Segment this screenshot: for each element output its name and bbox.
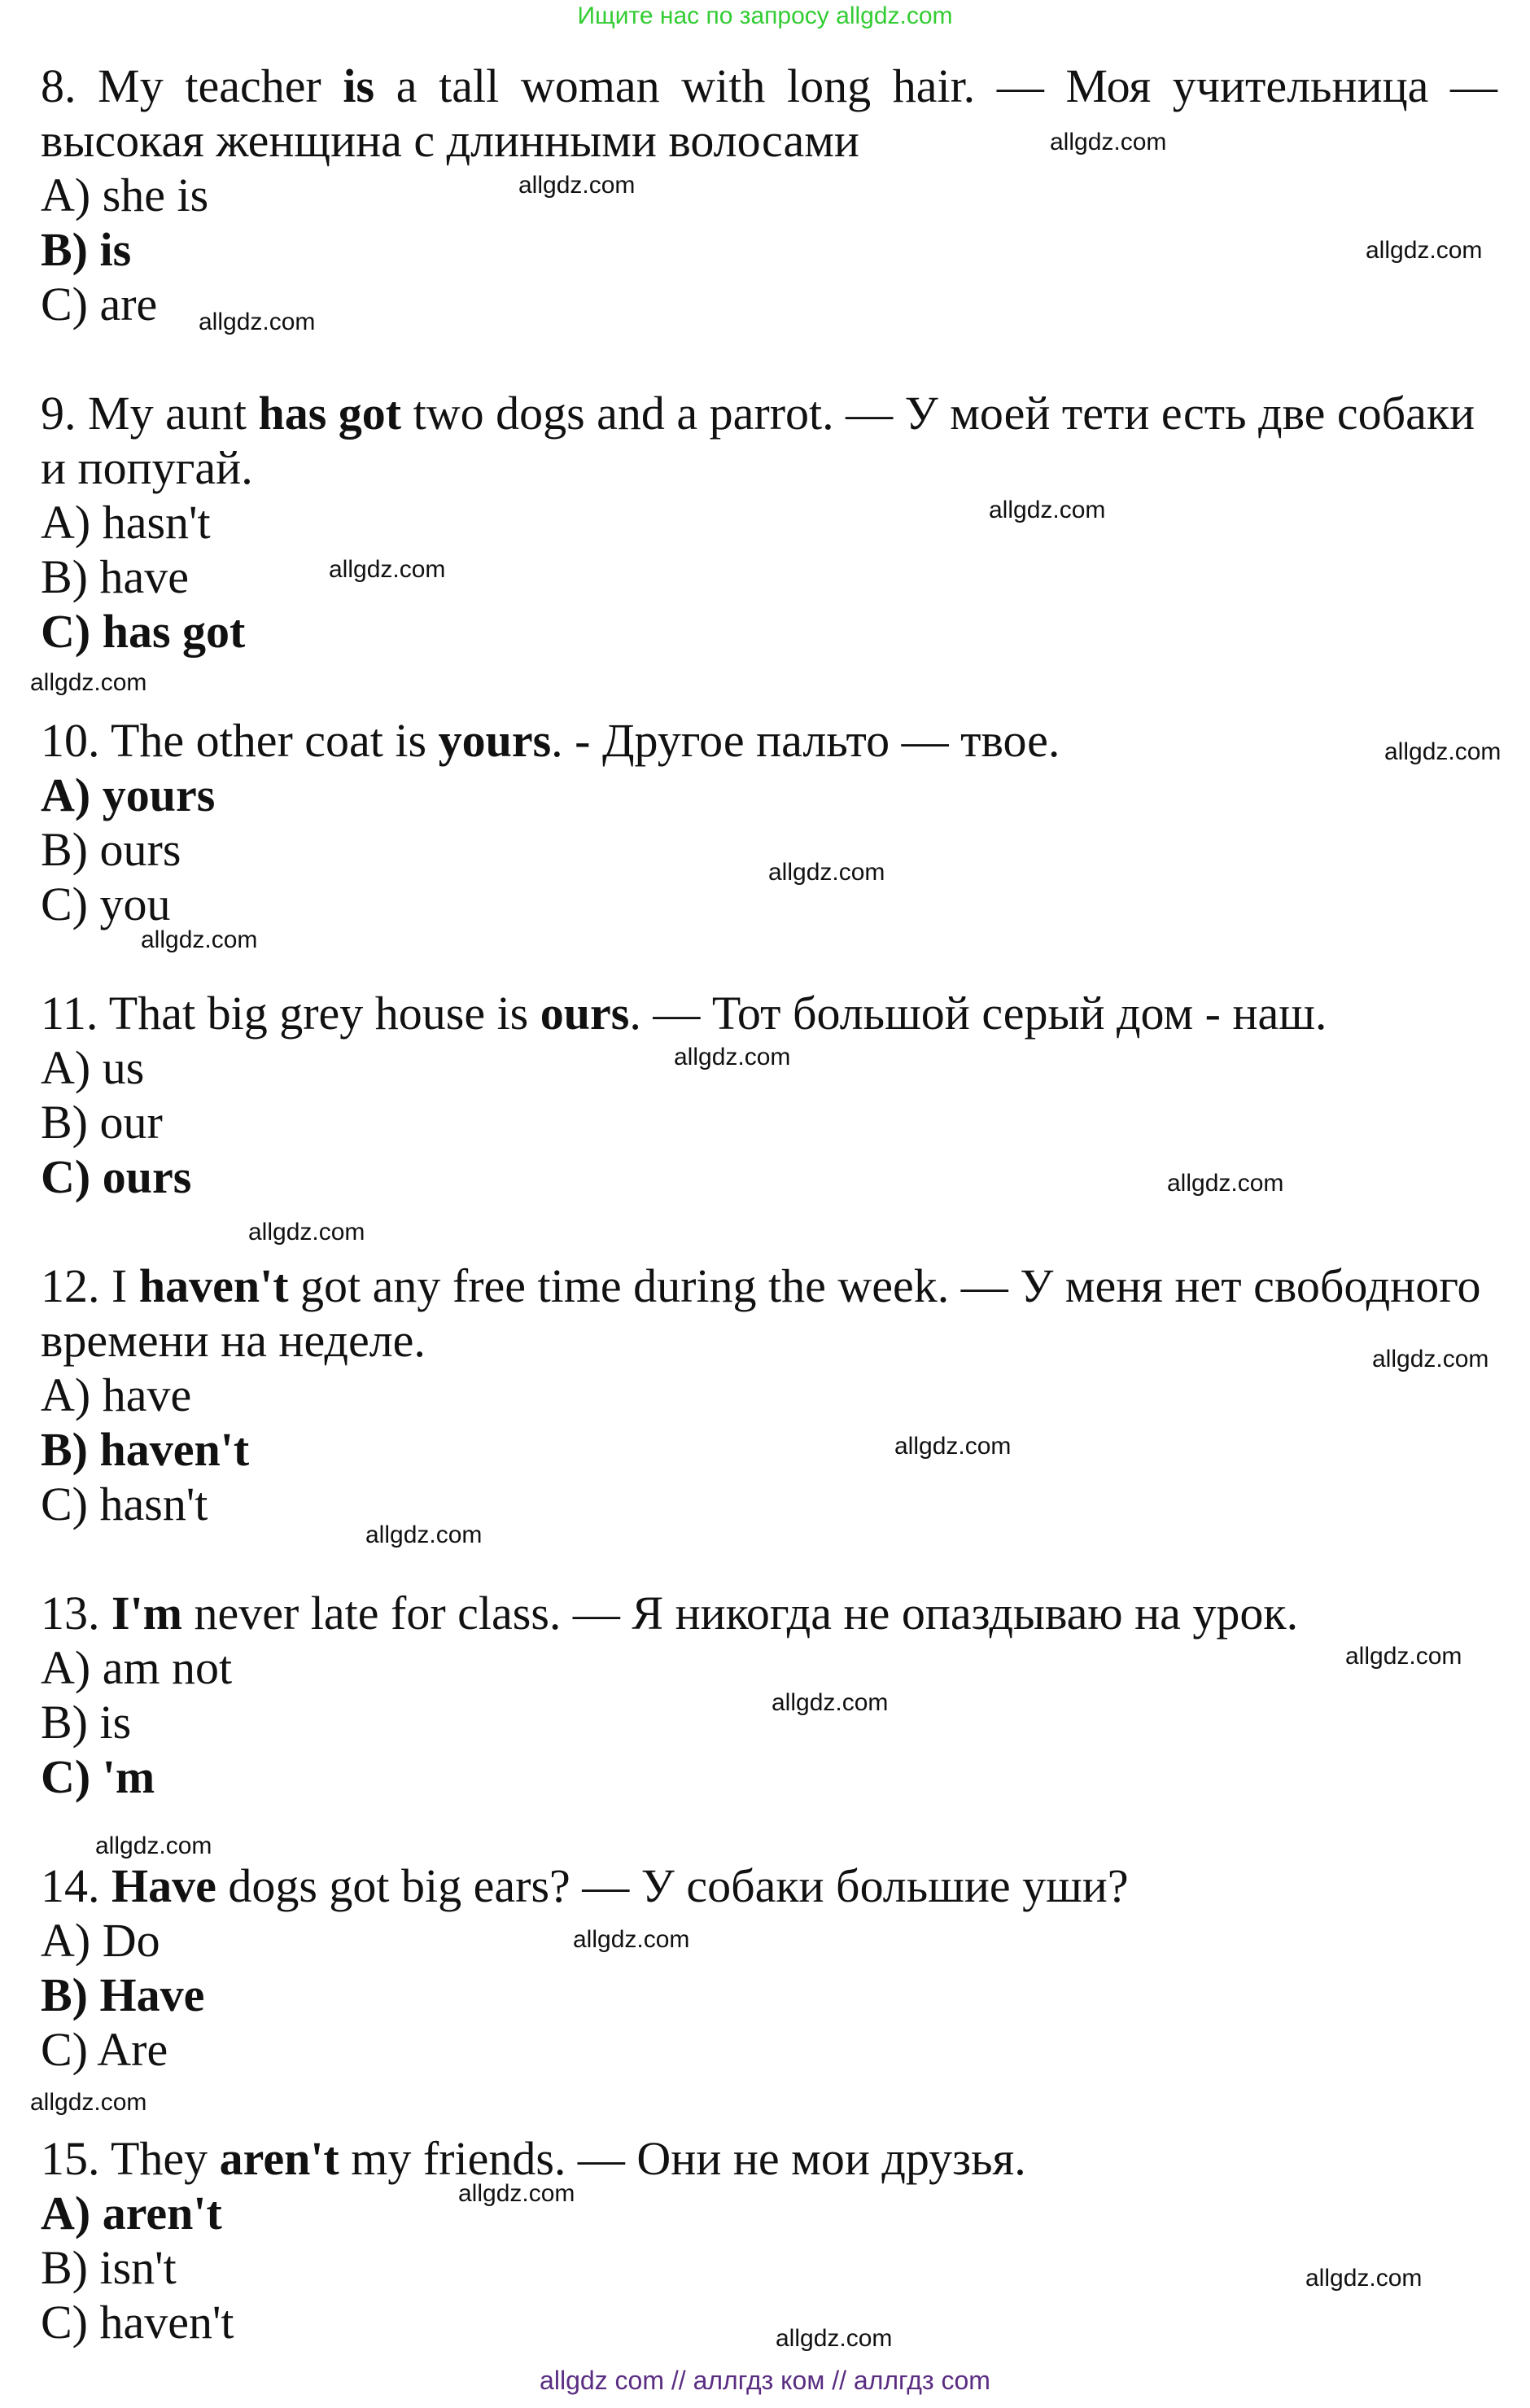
question-text: 15. They aren't my friends. — Они не мои друзья.: [41, 2132, 1026, 2185]
option-c: C) hasn't: [41, 1478, 208, 1530]
watermark: allgdz.com: [772, 1689, 889, 1716]
highlighted-answer: Have: [111, 1859, 216, 1912]
highlighted-answer: ours: [540, 987, 630, 1040]
option-b: B) have: [41, 550, 189, 603]
watermark: allgdz.com: [1366, 237, 1483, 264]
watermark: allgdz.com: [1050, 129, 1167, 155]
option-c: C) are: [41, 278, 158, 331]
option-a: A) have: [41, 1368, 192, 1421]
exercise-list: [41, 59, 1497, 2349]
watermark: allgdz.com: [95, 1832, 212, 1859]
highlighted-answer: haven't: [138, 1259, 289, 1312]
option-a: A) hasn't: [41, 496, 211, 549]
question-14: [41, 1859, 1497, 2077]
option-a-correct: A) aren't: [41, 2187, 222, 2239]
question-text: 8. My teacher is a tall woman with long hair. — Моя учительница — высокая женщина с длинными волосами: [41, 59, 1497, 167]
watermark: allgdz.com: [518, 172, 636, 199]
watermark: allgdz.com: [1372, 1346, 1489, 1373]
highlighted-answer: I'm: [111, 1587, 182, 1640]
question-text: 11. That big grey house is ours. — Тот большой серый дом - наш.: [41, 987, 1327, 1040]
option-b: B) is: [41, 1696, 132, 1749]
option-a: A) am not: [41, 1641, 233, 1694]
watermark: allgdz.com: [199, 309, 316, 335]
watermark: allgdz.com: [894, 1433, 1012, 1460]
question-10: [41, 713, 1497, 931]
watermark: allgdz.com: [141, 926, 258, 953]
option-c: C) you: [41, 878, 171, 930]
question-15: [41, 2131, 1497, 2349]
highlighted-answer: aren't: [219, 2132, 339, 2185]
option-b-correct: B) haven't: [41, 1423, 250, 1476]
option-b: B) isn't: [41, 2241, 177, 2294]
option-b: B) our: [41, 1096, 163, 1149]
watermark: allgdz.com: [1345, 1643, 1462, 1670]
option-a: A) Do: [41, 1914, 160, 1967]
watermark: allgdz.com: [248, 1219, 365, 1246]
watermark: allgdz.com: [1305, 2265, 1423, 2292]
watermark: allgdz.com: [776, 2325, 893, 2352]
question-13: [41, 1586, 1497, 1804]
option-a-correct: A) yours: [41, 768, 216, 821]
option-b-correct: B) is: [41, 223, 132, 276]
option-c-correct: C) has got: [41, 605, 246, 658]
watermark: allgdz.com: [458, 2180, 575, 2207]
question-text: 14. Have dogs got big ears? — У собаки большие уши?: [41, 1859, 1129, 1912]
footer-links[interactable]: allgdz com // аллгдз ком // аллгдз com: [540, 2366, 990, 2395]
watermark: allgdz.com: [1167, 1170, 1284, 1197]
watermark: allgdz.com: [30, 669, 147, 696]
option-b-correct: B) Have: [41, 1968, 205, 2021]
watermark: allgdz.com: [365, 1521, 483, 1548]
option-c-correct: C) 'm: [41, 1750, 155, 1803]
question-12: [41, 1259, 1497, 1531]
option-b: B) ours: [41, 823, 181, 876]
question-text: 12. I haven't got any free time during the week. — У меня нет свободного времени на неделе.: [41, 1259, 1481, 1367]
option-c: C) Are: [41, 2023, 168, 2076]
watermark: allgdz.com: [30, 2089, 147, 2116]
option-a: A) us: [41, 1041, 145, 1094]
question-text: 13. I'm never late for class. — Я никогда не опаздываю на урок.: [41, 1587, 1299, 1640]
watermark: allgdz.com: [989, 497, 1106, 523]
watermark: allgdz.com: [329, 556, 446, 583]
highlighted-answer: has got: [258, 387, 402, 440]
option-c-correct: C) ours: [41, 1150, 192, 1203]
question-text: 10. The other coat is yours. - Другое пальто — твое.: [41, 714, 1060, 767]
question-9: [41, 386, 1497, 659]
watermark: allgdz.com: [1384, 738, 1502, 765]
watermark: allgdz.com: [674, 1044, 791, 1070]
question-text: 9. My aunt has got two dogs and a parrot. — У моей тети есть две собаки и попугай.: [41, 387, 1475, 494]
question-8: [41, 59, 1497, 331]
watermark: allgdz.com: [768, 859, 885, 886]
highlighted-answer: is: [343, 59, 375, 112]
highlighted-answer: yours: [438, 714, 552, 767]
option-c: C) haven't: [41, 2296, 234, 2349]
search-banner: Ищите нас по запросу allgdz.com: [577, 2, 953, 29]
watermark: allgdz.com: [573, 1926, 690, 1953]
option-a: A) she is: [41, 169, 209, 221]
